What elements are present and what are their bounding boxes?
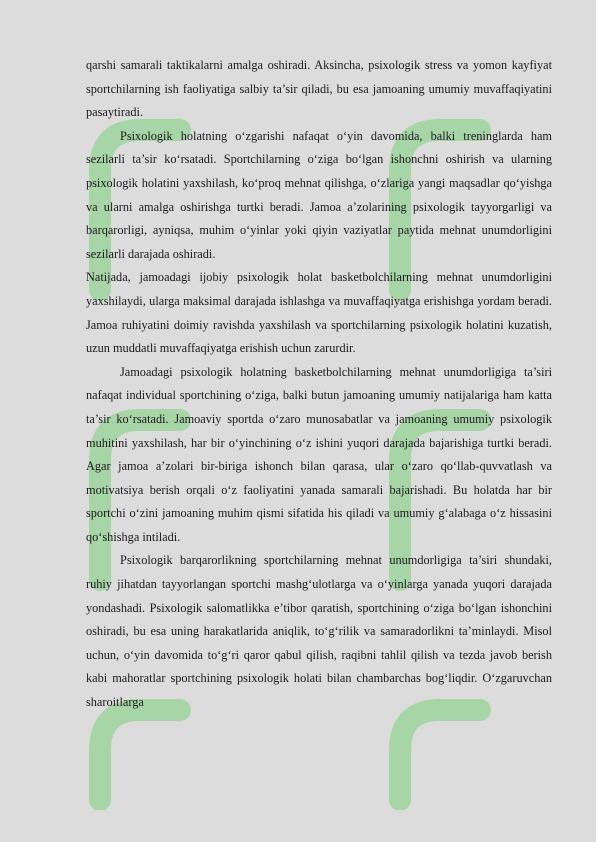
paragraph-1: qarshi samarali taktikalarni amalga oshiradi. Aksincha, psixologik stress va yomon kayfiyat sportchilarning ish faoliyatiga salbiy ta’sir qiladi, bu esa jamoaning umumiy muvaffaqiyatini pasaytiradi. (86, 58, 552, 120)
document-body (86, 54, 552, 715)
paragraph-4: Jamoadagi psixologik holatning basketbolchilarning mehnat unumdorligiga ta’siri nafaqat individual sportchining o‘ziga, balki butun jamoaning umumiy natijalariga ham katta ta’sir ko‘rsatadi. Jamoaviy sportda o‘zaro munosabatlar va jamoaning umumiy psixologik muhitini yaxshilash, har bir o‘yinchining o‘z ishini yuqori darajada bajarishiga turtki beradi. Agar jamoa a’zolari bir-biriga ishonch bilan qarasa, ular o‘zaro qo‘llab-quvvatlash va motivatsiya berish orqali o‘z faoliyatini yanada samarali bajarishadi. Bu holatda har bir sportchi o‘zini jamoaning muhim qismi sifatida his qiladi va umumiy g‘alabaga o‘z hissasini qo‘shishga intiladi. (86, 364, 552, 544)
paragraph-5: Psixologik barqarorlikning sportchilarning mehnat unumdorligiga ta’siri shundaki, ruhiy jihatdan tayyorlangan sportchi mashg‘ulotlarga va o‘yinlarga yanada yuqori darajada yondashadi. Psixologik salomatlikka e’tibor qaratish, sportchining o‘ziga bo‘lgan ishonchini oshiradi, bu esa uning harakatlarida aniqlik, to‘g‘rilik va samaradorlikni ta’minlaydi. Misol uchun, o‘yin davomida to‘g‘ri qaror qabul qilish, raqibni tahlil qilish va tezda javob berish kabi mahoratlar sportchining psixologik holati bilan chambarchas bog‘liqdir. O‘zgaruvchan sharoitlarga (86, 553, 552, 710)
paragraph-3: Natijada, jamoadagi ijobiy psixologik holat basketbolchilarning mehnat unumdorligini yaxshilaydi, ularga maksimal darajada ishlashga va muvaffaqiyatga erishishga yordam beradi. Jamoa ruhiyatini doimiy ravishda yaxshilash va sportchilarning psixologik holatini kuzatish, uzun muddatli muvaffaqiyatga erishish uchun zarurdir. (86, 270, 552, 356)
paragraph-2: Psixologik holatning o‘zgarishi nafaqat o‘yin davomida, balki treninglarda ham sezilarli ta’sir ko‘rsatadi. Sportchilarning o‘ziga bo‘lgan ishonchni oshirish va ularning psixologik holatini yaxshilash, ko‘proq mehnat qilishga, o‘zlariga yangi maqsadlar qo‘yishga va ularni amalga oshirishga turtki beradi. Jamoa a’zolarining psixologik tayyorgarligi va barqarorligi, ayniqsa, muhim o‘yinlar yoki qiyin vaziyatlar paytida mehnat unumdorligini sezilarli darajada oshiradi. (86, 128, 552, 261)
